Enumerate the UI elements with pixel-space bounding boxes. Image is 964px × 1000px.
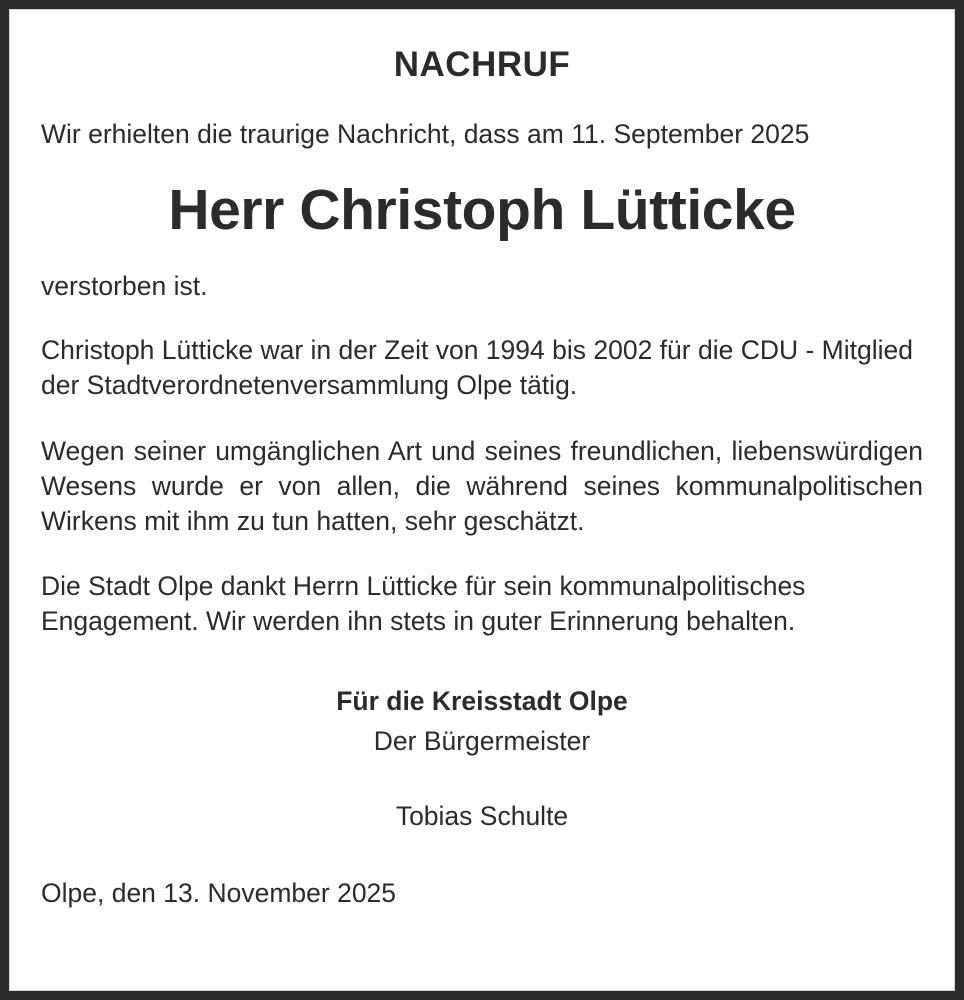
signature-organisation: Für die Kreisstadt Olpe [336, 685, 628, 716]
obituary-content [10, 10, 954, 990]
lead-line: Wir erhielten die traurige Nachricht, dass am 11. September 2025 [41, 118, 810, 149]
thanks-paragraph: Die Stadt Olpe dankt Herrn Lütticke für sein kommunalpolitisches Engagement. Wir werden ihn stets in guter Erinnerung behalten. [41, 571, 806, 637]
biography-paragraph: Christoph Lütticke war in der Zeit von 1994 bis 2002 für die CDU - Mitglied der Stadtverordnetenversammlung Olpe tätig. [41, 335, 913, 401]
deceased-name: Herr Christoph Lütticke [168, 177, 796, 242]
after-name-line: verstorben ist. [41, 270, 208, 301]
signature-person: Tobias Schulte [395, 800, 569, 831]
signature-role: Der Bürgermeister [373, 726, 591, 757]
signature-block [41, 684, 923, 833]
notice-title: NACHRUF [393, 45, 571, 84]
obituary-page [9, 9, 955, 991]
closing-date: Olpe, den 13. November 2025 [41, 878, 397, 909]
tribute-paragraph: Wegen seiner umgänglichen Art und seines freundlichen, liebenswürdigen Wesens wurde er von allen, die während seines kommunalpolitischen Wirkens mit ihm zu tun hatten, sehr geschätzt. [41, 435, 923, 537]
